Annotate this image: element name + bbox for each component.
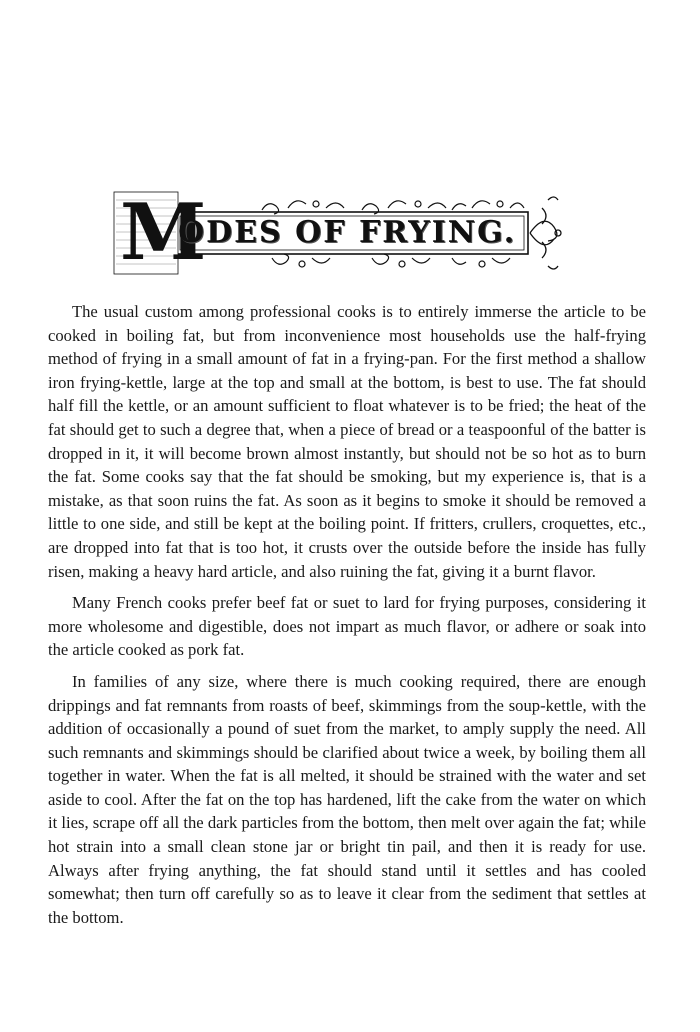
- paragraph: The usual custom among professional cooks is to entirely immerse the article to be cooked in boiling fat, but from inconvenience most households use the half-frying method of frying in a small amount of fat in a frying-pan. For the first method a shallow iron frying-kettle, large at the top and small at the bottom, is best to use. The fat should half fill the kettle, or an amount sufficient to float whatever is to be fried; the heat of the fat should get to such a degree that, when a piece of bread or a teaspoonful of the batter is dropped in it, it will become brown almost instantly, but should not be so hot as to burn the fat. Some cooks say that the fat should be smoking, but my experience is, that is a mistake, as that soon ruins the fat. As soon as it begins to smoke it should be removed a little to one side, and still be kept at the boiling point. If fritters, crullers, croquettes, etc., are dropped into fat that is too hot, it crusts over the outside before the inside has fully risen, making a heavy hard article, and also ruining the fat, giving it a burnt flavor.: [48, 302, 646, 581]
- paragraph: In families of any size, where there is much cooking required, there are enough drippings and fat remnants from roasts of beef, skimmings from the soup-kettle, with the addition of occasionally a pound of suet from the market, to amply supply the need. All such remnants and skimmings should be clarified about twice a week, by boiling them all together in water. When the fat is all melted, it should be strained with the water and set aside to cool. After the fat on the top has hardened, lift the cake from the water on which it lies, scrape off all the dark particles from the bottom, then melt over again the fat; while hot strain into a small clean stone jar or bright tin pail, and then it is ready for use. Always after frying anything, the fat should stand until it settles and has cooled somewhat; then turn off carefully so as to leave it clear from the sediment that settles at the bottom.: [48, 671, 646, 927]
- page-title: ODES OF FRYING.: [178, 215, 517, 250]
- ornamental-heading: [112, 187, 572, 278]
- heading-initial: M: [120, 187, 207, 278]
- paragraph: Many French cooks prefer beef fat or suet to lard for frying purposes, considering it more wholesome and digestible, does not impart as much flavor, or adhere or soak into the article cooked as pork fat.: [48, 593, 646, 660]
- body-text: [48, 300, 646, 937]
